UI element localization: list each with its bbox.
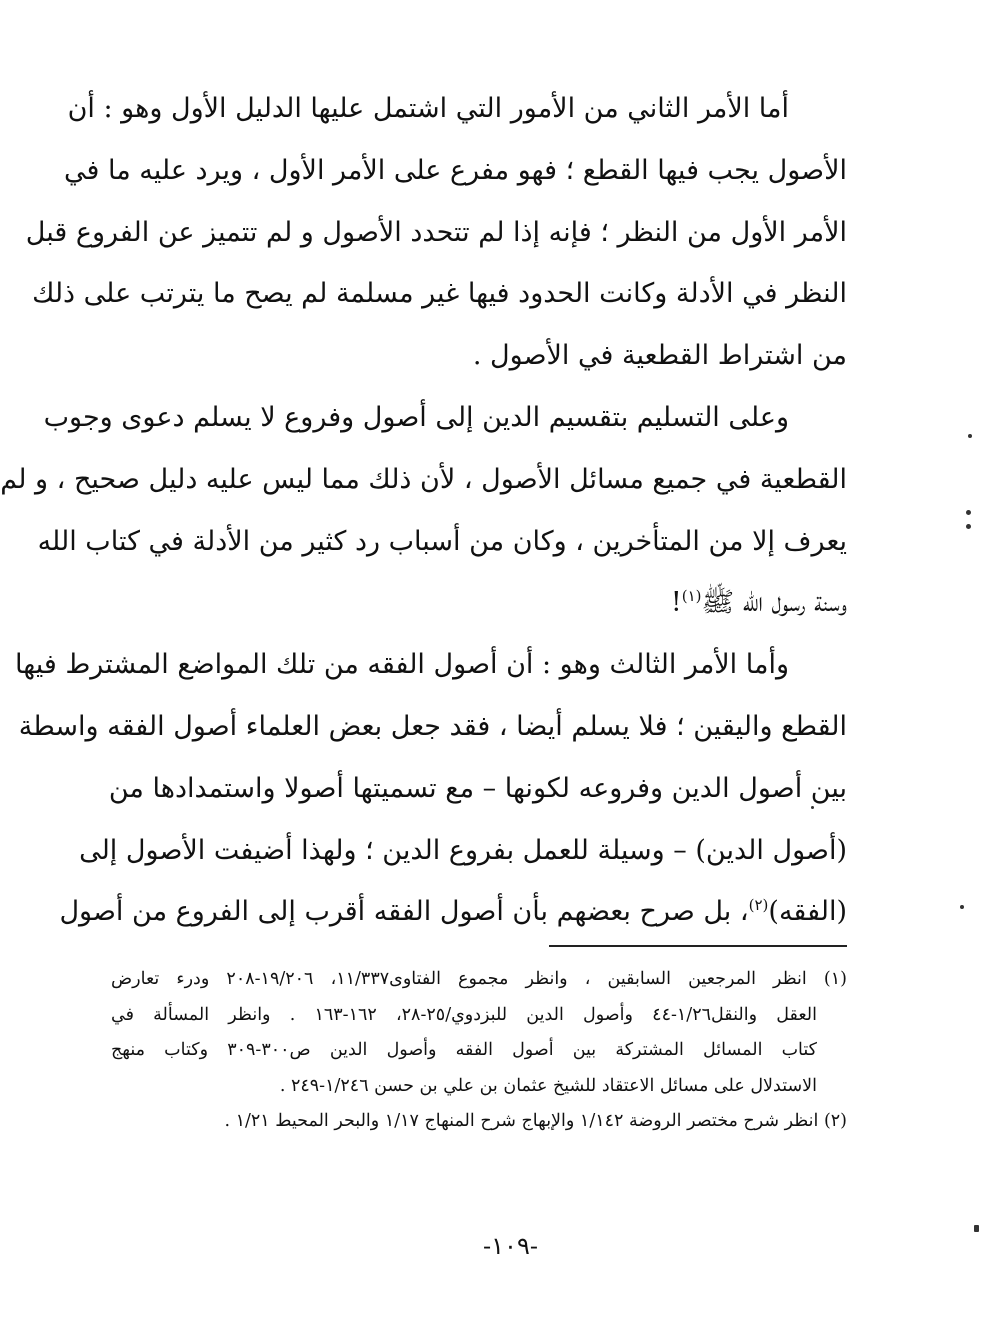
- footnote-line: العقل والنقل١/٢٦-٤٤ وأصول الدين للبزدوي/٢٥-٢٨، ١٦٢-١٦٣ . وانظر المسألة في: [111, 1004, 817, 1025]
- text-line: أما الأمر الثاني من الأمور التي اشتمل عليها الدليل الأول وهو : أن: [67, 93, 789, 124]
- paragraph-concession: [0, 387, 847, 634]
- paragraph-second-matter: [25, 78, 847, 387]
- footnote-line: كتاب المسائل المشتركة بين أصول الفقه وأصول الدين ص٣٠٠-٣٠٩ وكتاب منهج: [111, 1040, 818, 1061]
- footnote-text: انظر شرح مختصر الروضة ١/١٤٢ والإبهاج شرح المنهاج ١/١٧ والبحر المحيط ١/٢١ .: [224, 1111, 819, 1132]
- scan-speck: [960, 905, 964, 909]
- line-text: (الفقه): [768, 896, 847, 928]
- footnotes: [111, 962, 847, 1140]
- scan-speck: [966, 510, 971, 515]
- text-line-with-footnote: [111, 572, 847, 634]
- scan-speck: [811, 806, 814, 809]
- text-line: النظر في الأدلة وكانت الحدود فيها غير مسلمة لم يصح ما يترتب على ذلك: [32, 278, 847, 310]
- paragraph-third-matter: [15, 634, 847, 943]
- text-line: القطع واليقين ؛ فلا يسلم أيضا ، فقد جعل بعض العلماء أصول الفقه واسطة: [18, 710, 847, 742]
- line-text: وسنة رسول الله ﷺ: [701, 587, 847, 619]
- footnote-number: (٢): [823, 1111, 847, 1132]
- text-line-with-footnote: [59, 881, 847, 943]
- footnote-divider: [549, 945, 847, 947]
- text-line: من اشتراط القطعية في الأصول .: [472, 340, 847, 372]
- line-tail: ، بل صرح بعضهم بأن أصول الفقه أقرب إلى الفروع من أصول: [59, 896, 749, 928]
- footnote-text: انظر المرجعين السابقين ، وانظر مجموع الفتاوى١١/٣٣٧، ١٩/٢٠٦-٢٠٨ ودرء تعارض: [111, 969, 807, 989]
- text-line: الأمر الأول من النظر ؛ فإنه إذا لم تتحدد الأصول و لم تتميز عن الفروع قبل: [25, 216, 847, 248]
- footnote-marker-2[interactable]: (٢): [748, 896, 769, 915]
- text-line: الأصول يجب فيها القطع ؛ فهو مفرع على الأمر الأول ، ويرد عليه ما في: [64, 154, 847, 186]
- text-line: القطعية في جميع مسائل الأصول ، لأن ذلك مما ليس عليه دليل صحيح ، و لم: [0, 463, 847, 495]
- line-tail: !: [670, 587, 682, 619]
- scan-speck: [974, 1225, 979, 1232]
- footnote-line: الاستدلال على مسائل الاعتقاد للشيخ عثمان بن علي بن حسن ١/٢٤٦-٢٤٩ .: [279, 1075, 817, 1096]
- main-text: [0, 78, 847, 943]
- footnote-1: [111, 962, 847, 1104]
- footnote-marker-1[interactable]: (١): [681, 587, 702, 606]
- footnote-number: (١): [823, 969, 847, 989]
- page-number: -١٠٩-: [483, 1232, 538, 1260]
- text-line: وأما الأمر الثالث وهو : أن أصول الفقه من تلك المواضع المشترط فيها: [15, 649, 789, 681]
- footnote-line: [111, 1104, 847, 1140]
- text-line: (أصول الدين) – وسيلة للعمل بفروع الدين ؛ ولهذا أضيفت الأصول إلى: [79, 834, 847, 866]
- text-line: يعرف إلا من المتأخرين ، وكان من أسباب رد كثير من الأدلة في كتاب الله: [37, 525, 847, 557]
- scan-speck: [968, 434, 972, 438]
- footnote-line: [111, 962, 847, 998]
- text-line: بين أصول الدين وفروعه لكونها – مع تسميتها أصولا واستمدادها من: [108, 772, 847, 804]
- footnote-2: [111, 1104, 847, 1140]
- text-line: وعلى التسليم بتقسيم الدين إلى أصول وفروع لا يسلم دعوى وجوب: [43, 401, 789, 433]
- scan-speck: [966, 524, 971, 529]
